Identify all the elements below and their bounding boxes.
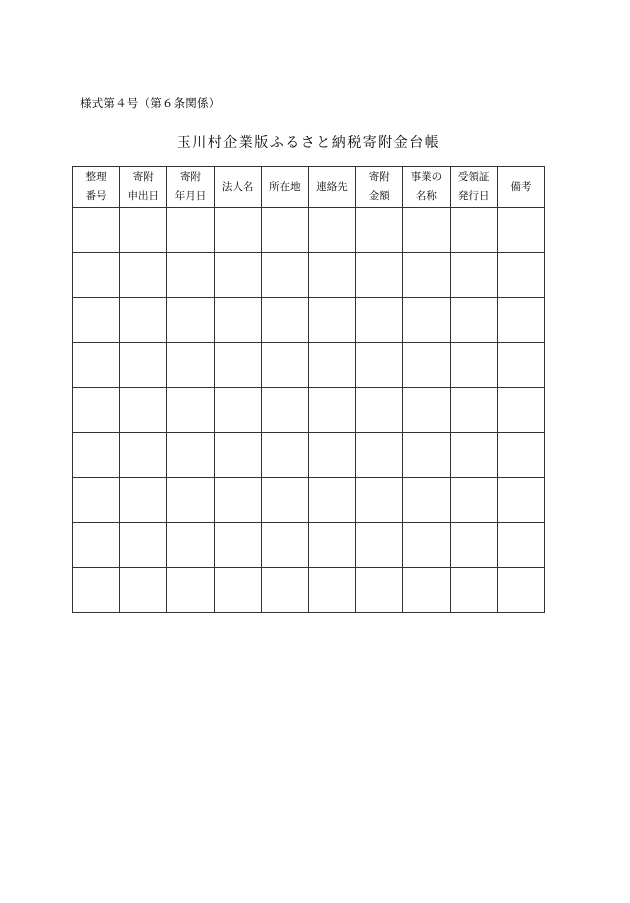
table-cell — [73, 523, 120, 568]
table-cell — [403, 343, 450, 388]
table-cell — [356, 253, 403, 298]
table-cell — [308, 253, 355, 298]
header-cell-amount: 寄附 金額 — [356, 167, 403, 208]
table-cell — [167, 568, 214, 613]
table-cell — [214, 433, 261, 478]
table-cell — [73, 253, 120, 298]
table-cell — [497, 388, 544, 433]
header-row — [73, 167, 545, 208]
header-cell-application-date: 寄附 申出日 — [120, 167, 167, 208]
table-cell — [214, 388, 261, 433]
table-cell — [214, 523, 261, 568]
table-cell — [450, 433, 497, 478]
table-cell — [403, 433, 450, 478]
table-row — [73, 208, 545, 253]
header-cell-contact: 連絡先 — [308, 167, 355, 208]
table-cell — [356, 298, 403, 343]
table-cell — [356, 388, 403, 433]
table-cell — [308, 478, 355, 523]
table-cell — [167, 433, 214, 478]
table-cell — [308, 568, 355, 613]
table-cell — [356, 568, 403, 613]
table-cell — [497, 253, 544, 298]
table-cell — [167, 478, 214, 523]
table-cell — [308, 343, 355, 388]
table-cell — [261, 388, 308, 433]
header-cell-donation-date: 寄附 年月日 — [167, 167, 214, 208]
table-row — [73, 568, 545, 613]
table-cell — [308, 523, 355, 568]
table-cell — [261, 478, 308, 523]
table-cell — [403, 523, 450, 568]
table-cell — [73, 343, 120, 388]
table-cell — [120, 568, 167, 613]
table-row — [73, 388, 545, 433]
table-cell — [167, 523, 214, 568]
table-cell — [73, 568, 120, 613]
table-row — [73, 343, 545, 388]
table-cell — [120, 433, 167, 478]
table-cell — [214, 568, 261, 613]
table-cell — [73, 298, 120, 343]
table-cell — [403, 388, 450, 433]
donation-ledger-table — [72, 166, 545, 613]
table-cell — [261, 298, 308, 343]
table-cell — [120, 208, 167, 253]
header-cell-remarks: 備考 — [497, 167, 544, 208]
table-row — [73, 478, 545, 523]
table-cell — [167, 343, 214, 388]
table-cell — [261, 433, 308, 478]
table-cell — [120, 478, 167, 523]
table-cell — [167, 388, 214, 433]
table-cell — [497, 208, 544, 253]
header-cell-corporation-name: 法人名 — [214, 167, 261, 208]
document-title: 玉川村企業版ふるさと納税寄附金台帳 — [176, 135, 441, 151]
table-cell — [73, 433, 120, 478]
table-cell — [356, 523, 403, 568]
table-cell — [450, 523, 497, 568]
table-row — [73, 253, 545, 298]
table-cell — [450, 253, 497, 298]
table-cell — [214, 343, 261, 388]
table-cell — [403, 568, 450, 613]
table-cell — [450, 388, 497, 433]
header-cell-project-name: 事業の 名称 — [403, 167, 450, 208]
table-cell — [120, 388, 167, 433]
table-cell — [497, 433, 544, 478]
table-body — [73, 208, 545, 613]
table-cell — [261, 523, 308, 568]
table-cell — [403, 298, 450, 343]
header-cell-number: 整理 番号 — [73, 167, 120, 208]
table-cell — [120, 253, 167, 298]
table-cell — [261, 208, 308, 253]
table-cell — [450, 568, 497, 613]
table-cell — [356, 433, 403, 478]
table-cell — [403, 208, 450, 253]
table-cell — [356, 208, 403, 253]
table-cell — [214, 208, 261, 253]
table-cell — [214, 253, 261, 298]
table-cell — [120, 523, 167, 568]
table-cell — [497, 568, 544, 613]
table-cell — [497, 298, 544, 343]
table-cell — [120, 298, 167, 343]
table-cell — [308, 208, 355, 253]
form-number: 様式第４号（第６条関係） — [80, 96, 221, 110]
table-cell — [214, 478, 261, 523]
table-cell — [450, 478, 497, 523]
table-cell — [450, 298, 497, 343]
table-cell — [261, 343, 308, 388]
table-cell — [214, 298, 261, 343]
table-cell — [73, 478, 120, 523]
header-cell-address: 所在地 — [261, 167, 308, 208]
header-cell-receipt-date: 受領証 発行日 — [450, 167, 497, 208]
table-cell — [308, 298, 355, 343]
table-row — [73, 523, 545, 568]
table-cell — [308, 433, 355, 478]
table-cell — [403, 253, 450, 298]
table-cell — [450, 343, 497, 388]
table-cell — [167, 253, 214, 298]
table-row — [73, 433, 545, 478]
table-cell — [73, 388, 120, 433]
table-cell — [308, 388, 355, 433]
table-row — [73, 298, 545, 343]
table-cell — [167, 208, 214, 253]
table-cell — [403, 478, 450, 523]
table-cell — [261, 253, 308, 298]
table-cell — [497, 478, 544, 523]
table-cell — [73, 208, 120, 253]
table-cell — [120, 343, 167, 388]
table-cell — [167, 298, 214, 343]
table-cell — [497, 523, 544, 568]
table-cell — [261, 568, 308, 613]
table-cell — [356, 343, 403, 388]
table-cell — [356, 478, 403, 523]
table-cell — [497, 343, 544, 388]
table-cell — [450, 208, 497, 253]
